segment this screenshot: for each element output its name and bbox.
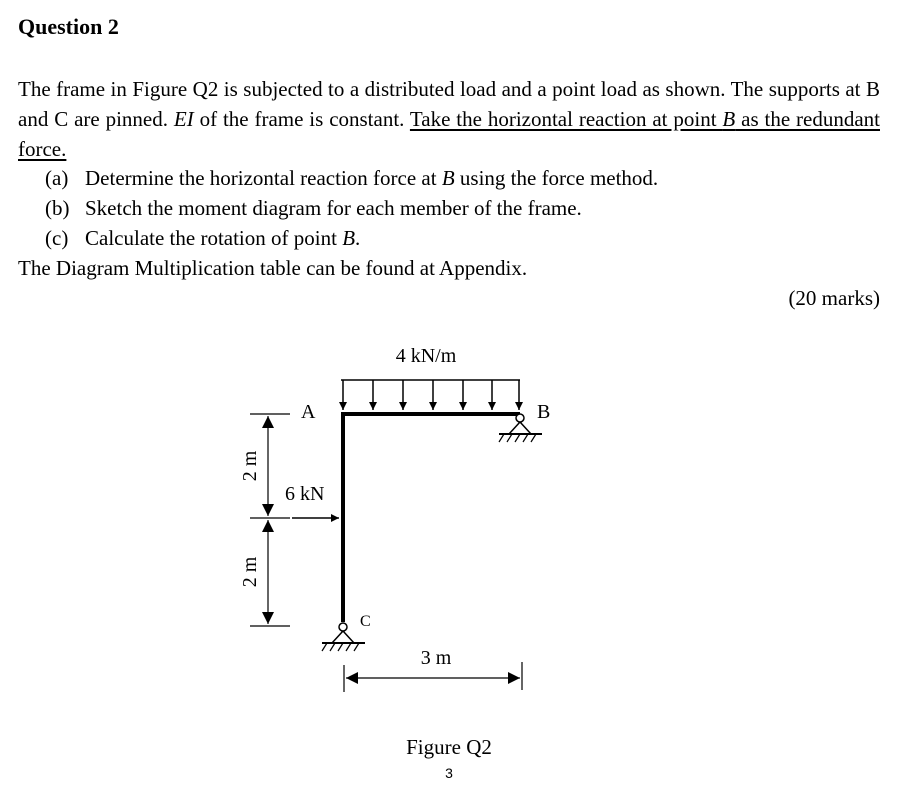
intro-underlined-2: as the redundant force. (18, 107, 880, 161)
intro-part1: The frame in Figure Q2 is subjected to a distributed load and a point load as shown. The supports at B and C are pinned. (18, 77, 880, 131)
item-label: (a) (45, 166, 69, 190)
page-number: 3 (445, 765, 453, 781)
point-b-label: B (537, 401, 551, 423)
item-label: (b) (45, 196, 70, 220)
marks-label: (20 marks) (788, 286, 880, 310)
figure-caption: Figure Q2 (406, 735, 492, 759)
intro-ei: EI (173, 107, 194, 131)
item-text: Calculate the rotation of point (85, 226, 343, 250)
horizontal-dimension-label: 3 m (420, 647, 452, 669)
point-c-label: C (360, 613, 371, 630)
item-text: Sketch the moment diagram for each member of the frame. (85, 196, 582, 220)
vertical-dimensions (250, 414, 290, 626)
distributed-load-label: 4 kN/m (395, 345, 457, 367)
upper-dimension-label: 2 m (239, 450, 261, 482)
item-label: (c) (45, 226, 69, 250)
lower-dimension-label: 2 m (239, 556, 261, 588)
intro-underlined-b: B (722, 107, 736, 131)
item-text-end: using the force method. (454, 166, 659, 190)
item-var: B (342, 226, 356, 250)
point-a-label: A (301, 401, 316, 423)
point-load-label: 6 kN (285, 483, 325, 505)
intro-part2: of the frame is constant. (193, 107, 410, 131)
distributed-load (341, 380, 520, 410)
question-heading: Question 2 (18, 14, 119, 39)
pin-support-c (322, 623, 365, 651)
pin-support-b (499, 414, 542, 442)
item-text-end: . (355, 226, 361, 250)
appendix-note: The Diagram Multiplication table can be found at Appendix. (18, 256, 528, 280)
intro-underlined-1: Take the horizontal reaction at point (409, 107, 723, 131)
item-text: Determine the horizontal reaction force at (85, 166, 442, 190)
item-var: B (441, 166, 455, 190)
